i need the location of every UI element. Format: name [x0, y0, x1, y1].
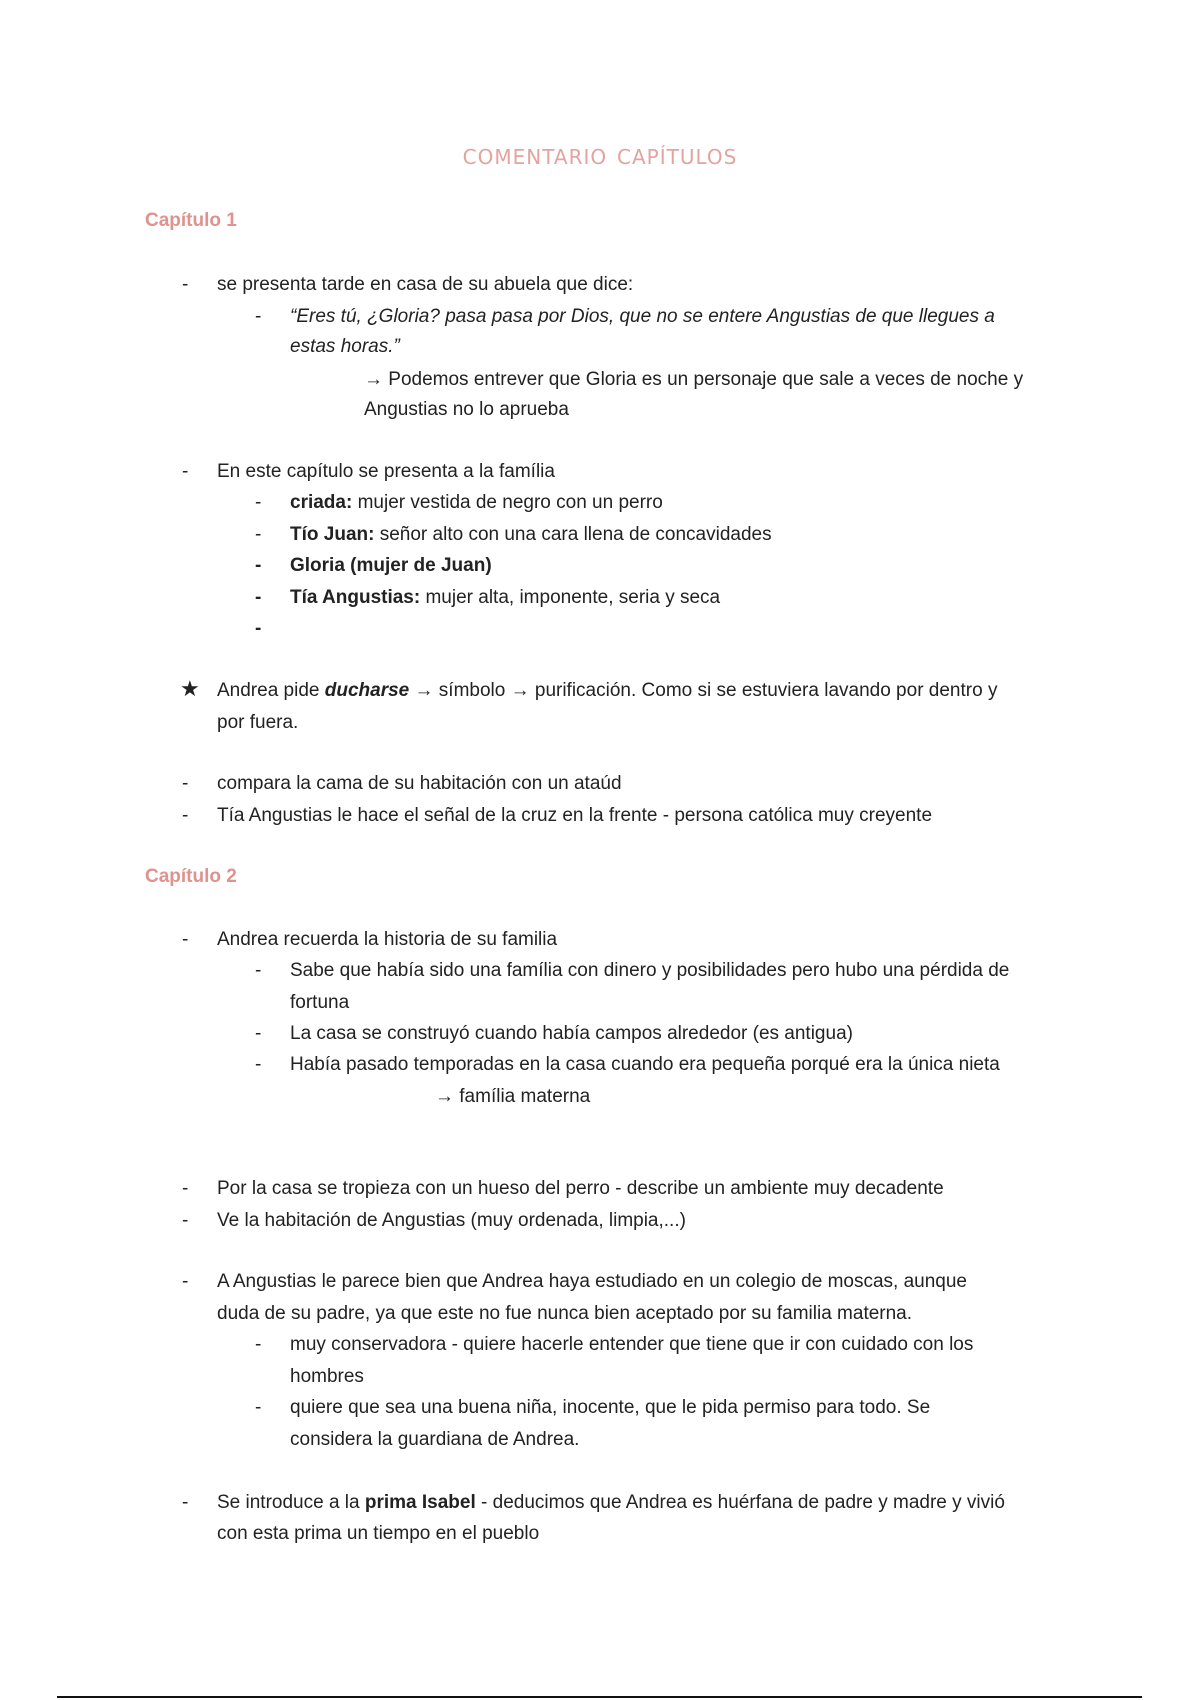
list-item: Ve la habitación de Angustias (muy ordenada, limpia,...)	[217, 1210, 686, 1231]
dash-bullet: -	[182, 805, 189, 826]
dash-bullet: -	[255, 1054, 262, 1075]
dash-bullet: -	[182, 1178, 189, 1199]
list-item: compara la cama de su habitación con un ataúd	[217, 773, 622, 794]
sub-item: Había pasado temporadas en la casa cuando era pequeña porqué era la única nieta	[290, 1054, 1000, 1075]
list-item: A Angustias le parece bien que Andrea haya estudiado en un colegio de moscas, aunque	[217, 1271, 967, 1292]
dash-bullet: -	[182, 1210, 189, 1231]
sub-item: quiere que sea una buena niña, inocente, que le pida permiso para todo. Se	[290, 1397, 931, 1418]
dash-bullet: -	[182, 274, 189, 295]
dash-bullet: -	[255, 1397, 262, 1418]
sub-item: considera la guardiana de Andrea.	[290, 1429, 580, 1450]
dash-bullet: -	[255, 587, 262, 608]
family-member-criada	[290, 491, 663, 515]
quote-line: “Eres tú, ¿Gloria? pasa pasa por Dios, que no se entere Angustias de que llegues a	[290, 306, 995, 327]
list-item: duda de su padre, ya que este no fue nunca bien aceptado por su familia materna.	[217, 1303, 913, 1324]
intro-post: - deducimos que Andrea es huérfana de padre y madre y vivió	[475, 1492, 1005, 1513]
page-divider	[57, 1696, 1142, 1698]
dash-bullet: -	[255, 555, 262, 576]
dash-bullet: -	[182, 1271, 189, 1292]
arrow-note: → família materna	[435, 1086, 591, 1107]
sub-item: muy conservadora - quiere hacerle entender que tiene que ir con cuidado con los	[290, 1334, 974, 1355]
dash-bullet: -	[255, 1023, 262, 1044]
list-item: En este capítulo se presenta a la família	[217, 461, 555, 482]
family-member-juan	[290, 523, 772, 547]
dash-bullet: -	[255, 1334, 262, 1355]
sub-item: La casa se construyó cuando había campos alrededor (es antigua)	[290, 1023, 853, 1044]
dash-bullet: -	[182, 1492, 189, 1513]
list-item: con esta prima un tiempo en el pueblo	[217, 1523, 540, 1544]
intro-pre: Se introduce a la	[217, 1492, 365, 1513]
sub-item: fortuna	[290, 992, 350, 1013]
family-desc: mujer alta, imponente, seria y seca	[420, 587, 721, 608]
dash-bullet: -	[182, 461, 189, 482]
list-item: se presenta tarde en casa de su abuela que dice:	[217, 274, 634, 295]
star-note-pre: Andrea pide	[217, 680, 325, 701]
list-item: Andrea recuerda la historia de su familia	[217, 929, 558, 950]
dash-bullet: -	[182, 929, 189, 950]
family-label: Tío Juan:	[290, 524, 375, 545]
page-title: comentario capítulos	[462, 138, 738, 171]
family-desc: señor alto con una cara llena de concavidades	[374, 524, 772, 545]
star-note-line2: por fuera.	[217, 712, 299, 733]
list-item	[217, 1491, 1005, 1515]
list-item: Por la casa se tropieza con un hueso del perro - describe un ambiente muy decadente	[217, 1178, 944, 1199]
chapter-2-heading: Capítulo 2	[145, 866, 237, 887]
family-member-gloria: Gloria (mujer de Juan)	[290, 555, 492, 576]
star-note	[217, 679, 997, 703]
chapter-1-heading: Capítulo 1	[145, 210, 237, 231]
quote-line: estas horas.”	[290, 336, 400, 357]
family-label: Tía Angustias:	[290, 587, 421, 608]
star-note-emphasis: ducharse	[324, 680, 410, 701]
sub-item: Sabe que había sido una família con dinero y posibilidades pero hubo una pérdida de	[290, 960, 1010, 981]
dash-bullet: -	[255, 524, 262, 545]
star-note-post: → símbolo → purificación. Como si se estuviera lavando por dentro y	[409, 680, 998, 701]
family-desc: mujer vestida de negro con un perro	[352, 492, 663, 513]
star-icon: ★	[180, 676, 200, 701]
sub-item: hombres	[290, 1366, 364, 1387]
family-label: criada:	[290, 492, 353, 513]
dash-bullet: -	[255, 618, 262, 639]
dash-bullet: -	[255, 306, 262, 327]
arrow-note: → Podemos entrever que Gloria es un personaje que sale a veces de noche y	[364, 369, 1024, 390]
arrow-note: Angustias no lo aprueba	[364, 399, 569, 420]
dash-bullet: -	[255, 492, 262, 513]
list-item: Tía Angustias le hace el señal de la cruz en la frente - persona católica muy creyente	[217, 805, 933, 826]
dash-bullet: -	[255, 960, 262, 981]
dash-bullet: -	[182, 773, 189, 794]
family-member-angustias	[290, 586, 720, 610]
intro-bold: prima Isabel	[364, 1492, 476, 1513]
